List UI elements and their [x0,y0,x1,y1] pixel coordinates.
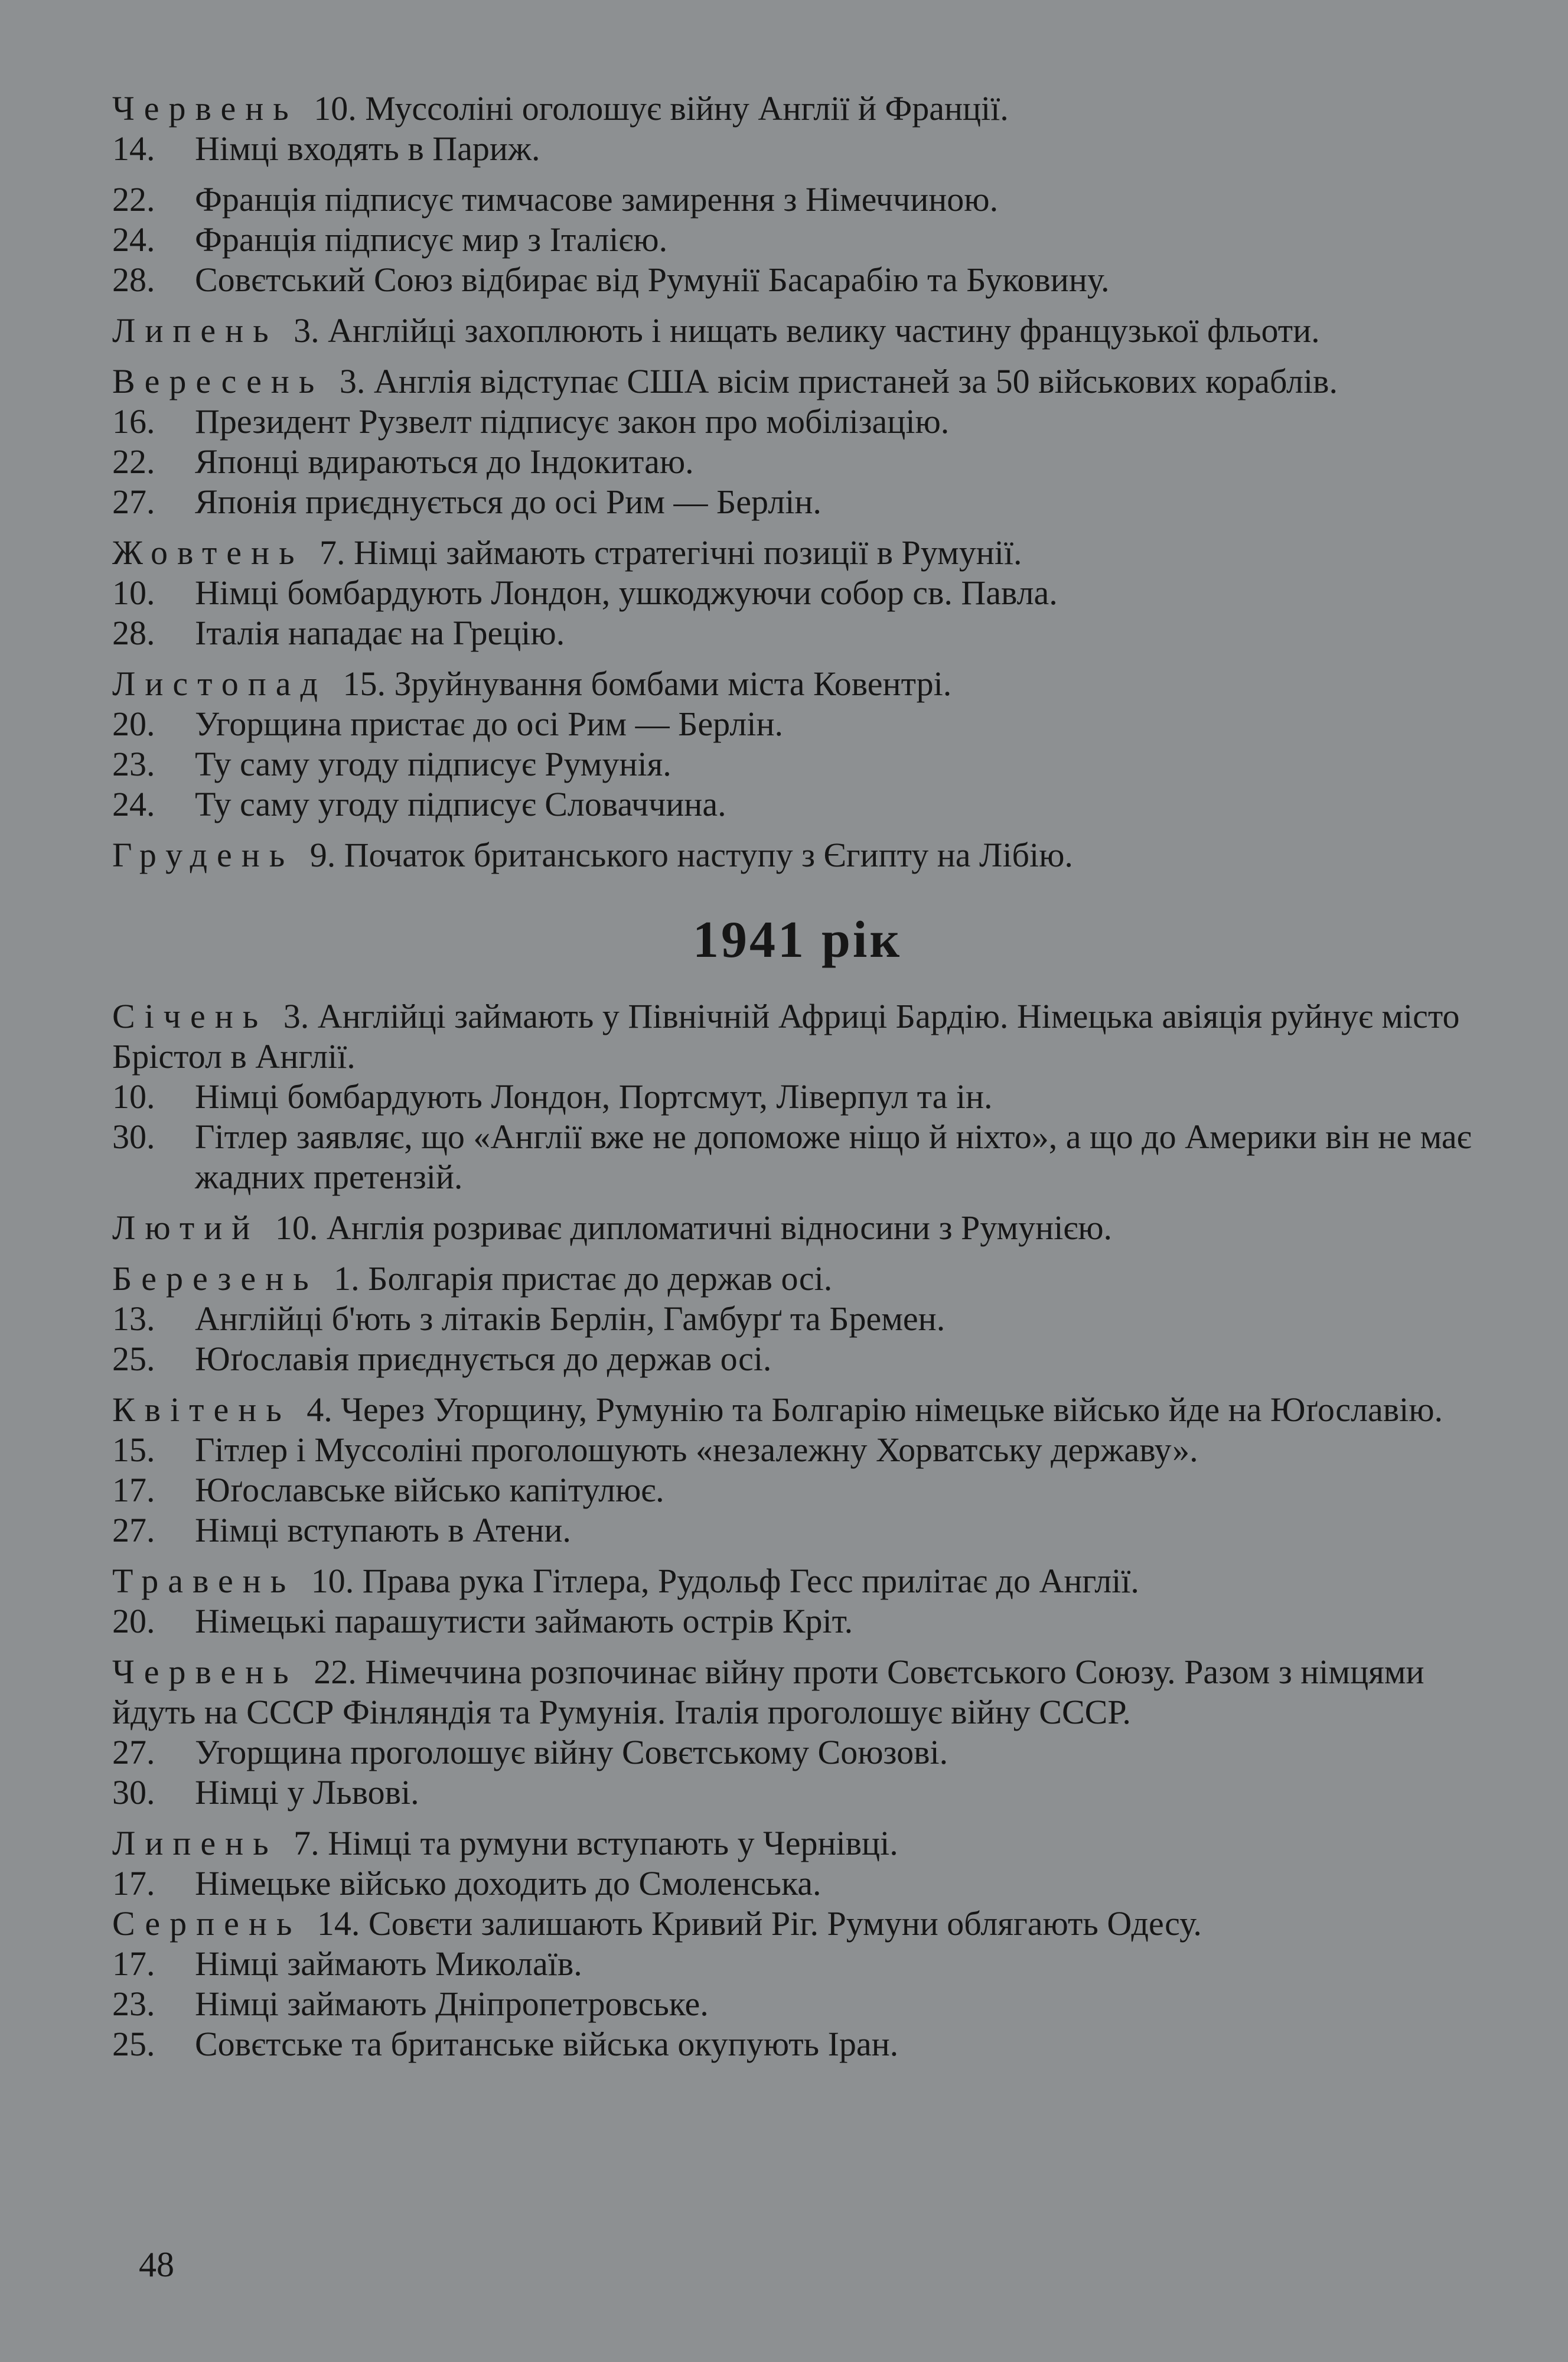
entry-text: Права рука Гітлера, Рудольф Гесс прилітає до Англії. [362,1562,1139,1600]
entry [112,1259,1482,1299]
entry [112,442,1482,482]
entry-day: 25. [112,2025,155,2063]
entry [112,784,1482,825]
entry-day: 14. [112,129,155,168]
entry [112,1652,1482,1732]
entry-text: Франція підписує тимчасове замирення з Німеччиною. [195,180,999,219]
entry-day: 10. [314,89,357,128]
entry [112,2024,1482,2064]
month-label: Червень [112,1653,298,1691]
entry [112,482,1482,522]
entry [112,1904,1482,1944]
entry-text: Німці займають Миколаїв. [195,1944,582,1983]
entry [112,180,1482,220]
month-label: Червень [112,89,298,128]
entry [112,361,1482,402]
entry-day: 24. [112,785,155,823]
entry [112,129,1482,169]
entry-text: Німецькі парашутисти займають острів Кріт. [195,1602,853,1640]
month-label: Березень [112,1259,318,1298]
entry-text: Ту саму угоду підписує Румунія. [195,745,671,783]
entry-text: Муссоліні оголошує війну Англії й Франції. [365,89,1009,128]
entry-text: Зруйнування бомбами міста Ковентрі. [394,664,952,703]
month-label: Квітень [112,1390,291,1429]
entry [112,1823,1482,1863]
entry-text: Англійці займають у Північній Африці Бардію. Німецька авіяція руйнує місто Брістол в Англії. [112,997,1460,1076]
entry-text: Німці бомбардують Лондон, ушкоджуючи собор св. Павла. [195,574,1058,612]
entry [112,573,1482,613]
month-label: Липень [112,311,278,350]
entry-text: Англійці б'ють з літаків Берлін, Гамбурґ та Бремен. [195,1299,946,1338]
entry-day: 14. [317,1904,360,1943]
entry [112,311,1482,351]
entry-day: 24. [112,220,155,259]
entry-text: Совєтський Союз відбирає від Румунії Басарабію та Буковину. [195,260,1110,299]
entry [112,1561,1482,1601]
entry-text: Болгарія пристає до держав осі. [368,1259,833,1298]
entry [112,89,1482,129]
entry [112,744,1482,784]
entry [112,1430,1482,1470]
entry-day: 27. [112,1511,155,1549]
entry-day: 7. [320,533,345,572]
entry-day: 23. [112,745,155,783]
entry-day: 27. [112,483,155,521]
entry-day: 22. [112,442,155,481]
entry-day: 15. [343,664,386,703]
entry-day: 9. [309,836,336,874]
entry [112,704,1482,744]
entry-text: Німці вступають в Атени. [195,1511,571,1549]
entry [112,402,1482,442]
entry-day: 28. [112,260,155,299]
month-label: Липень [112,1824,278,1862]
entry-text: Італія нападає на Грецію. [195,614,565,652]
entry [112,1732,1482,1773]
entry-day: 17. [112,1864,155,1902]
entry [112,1773,1482,1813]
entry-text: Ту саму угоду підписує Словаччина. [195,785,726,823]
entry [112,1077,1482,1117]
entry [112,1863,1482,1904]
entry-text: Німці займають стратегічні позиції в Румунії. [354,533,1022,572]
month-label: Листопад [112,664,327,703]
entry [112,220,1482,260]
month-label: Січень [112,997,268,1035]
entry-text: Японці вдираються до Індокитаю. [195,442,694,481]
entry-text: Совєтське та британське війська окупують Іран. [195,2025,899,2063]
entry [112,835,1482,875]
entry [112,1601,1482,1641]
entry [112,1339,1482,1379]
entry [112,1299,1482,1339]
entry-day: 16. [112,402,155,441]
entry-day: 4. [307,1390,332,1429]
entry [112,260,1482,300]
entry-day: 13. [112,1299,155,1338]
entry [112,996,1482,1077]
entry [112,1944,1482,1984]
entry-day: 3. [339,362,366,400]
entry-text: Угорщина проголошує війну Совєтському Союзові. [195,1733,948,1771]
entry-day: 7. [294,1824,320,1862]
entry-day: 10. [112,1077,155,1116]
entry-text: Англійці захоплюють і нищать велику частину французької фльоти. [328,311,1320,350]
entry-day: 17. [112,1471,155,1509]
entry [112,613,1482,653]
entry-day: 28. [112,614,155,652]
entry-text: Гітлер заявляє, що «Англії вже не допоможе ніщо й ніхто», а що до Америки він не має жадних претензій. [195,1118,1472,1196]
entry-day: 3. [283,997,309,1035]
entry [112,664,1482,704]
entry [112,1208,1482,1248]
entry-day: 1. [334,1259,360,1298]
entry [112,1510,1482,1550]
entry-text: Гітлер і Муссоліні проголошують «незалежну Хорватську державу». [195,1431,1198,1469]
entry-text: Німці у Львові. [195,1773,419,1812]
entry-day: 20. [112,705,155,743]
month-label: Жовтень [112,533,304,572]
entry-day: 17. [112,1944,155,1983]
year-heading: 1941 рік [692,911,902,969]
entry-text: Німці входять в Париж. [195,129,540,168]
entry-text: Франція підписує мир з Італією. [195,220,668,259]
entry-text: Німці займають Дніпропетровське. [195,1985,709,2023]
entry-day: 15. [112,1431,155,1469]
entry [112,1117,1482,1197]
entry [112,533,1482,573]
entry-text: Англія розриває дипломатичні відносини з Румунією. [326,1208,1113,1247]
entry-day: 20. [112,1602,155,1640]
entry-day: 10. [275,1208,318,1247]
entry [112,1984,1482,2024]
entry [112,1470,1482,1510]
entry [112,1390,1482,1430]
entry-day: 25. [112,1340,155,1378]
month-label: Серпень [112,1904,302,1943]
entry-day: 22. [314,1653,357,1691]
entry-day: 3. [294,311,320,350]
entry-text: Японія приєднується до осі Рим — Берлін. [195,483,822,521]
entry-text: Юґославське військо капітулює. [195,1471,664,1509]
page-number: 48 [139,2245,174,2284]
entry-text: Через Угорщину, Румунію та Болгарію німецьке військо йде на Юґославію. [341,1390,1443,1429]
entry-text: Німеччина розпочинає війну проти Совєтського Союзу. Разом з німцями йдуть на СССР Фінляндія та Румунія. Італія проголошує війну СССР. [112,1653,1424,1731]
entry-text: Президент Рузвелт підписує закон про мобілізацію. [195,402,950,441]
entry-text: Юґославія приєднується до держав осі. [195,1340,772,1378]
entry-day: 10. [311,1562,354,1600]
entry-text: Німці бомбардують Лондон, Портсмут, Ліверпул та ін. [195,1077,993,1116]
entry-text: Англія відступає США вісім пристаней за 50 військових кораблів. [373,362,1338,400]
entry-day: 30. [112,1773,155,1812]
month-label: Вересень [112,362,324,400]
chronology-column [112,89,1482,2064]
entry-text: Угорщина пристає до осі Рим — Берлін. [195,705,783,743]
entry-day: 30. [112,1118,155,1156]
month-label: Травень [112,1562,296,1600]
entry-day: 27. [112,1733,155,1771]
entry-text: Совєти залишають Кривий Ріг. Румуни облягають Одесу. [368,1904,1202,1943]
entry-day: 22. [112,180,155,219]
entry-day: 23. [112,1985,155,2023]
month-label: Лютий [112,1208,260,1247]
entry-text: Початок британського наступу з Єгипту на Лібію. [344,836,1073,874]
entry-text: Німці та румуни вступають у Чернівці. [328,1824,898,1862]
entry-day: 10. [112,574,155,612]
entry-text: Німецьке військо доходить до Смоленська. [195,1864,822,1902]
month-label: Грудень [112,836,295,874]
